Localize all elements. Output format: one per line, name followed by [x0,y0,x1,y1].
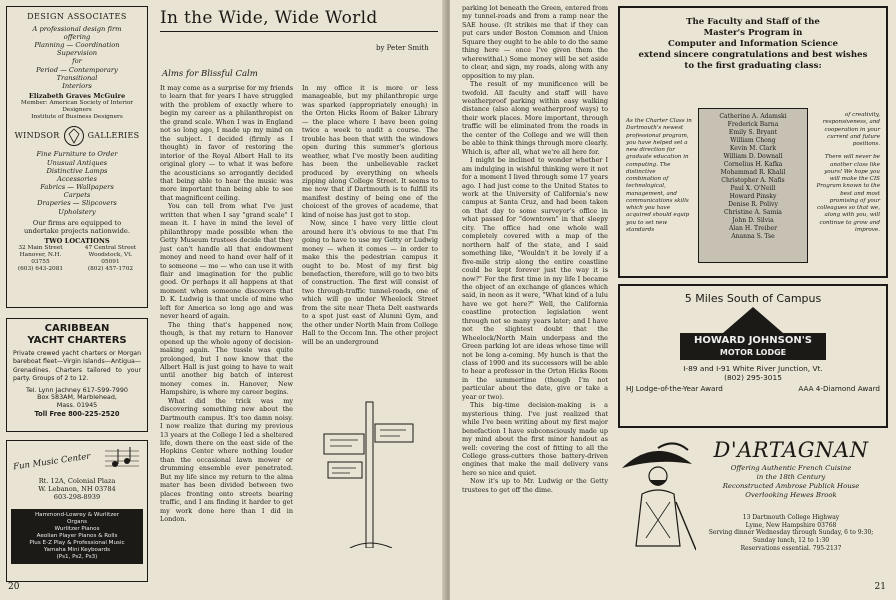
ad-line: 47 Central Street [84,245,137,252]
ad-line: 13 Dartmouth College Highway [742,513,840,521]
ad-line: 603-298-8939 [53,493,101,502]
ad-line: Hammond-Lowrey & Wurlitzer [34,512,120,518]
byline: by Peter Smith [376,44,429,52]
ad-line: Offering Authentic French Cuisine [730,464,852,472]
ad-line: Designers [62,107,92,114]
paragraph: You can tell from what I've just written that when I say "grand scale" I mean it. I have in mind the level of philanthropy made possible when the Getty Museum trustees decide that they just can't handle all that endowment money and need to hand over half of it to someone — me — who can use it with flair and imagination for the public good. Or perhaps it all happens at that moment when someone discovers that D. K. Ludwig is that uncle of mine who left for America so long ago and was never heard of again. [160,202,293,321]
ad-line: Yamaha Mini Keyboards [43,546,111,553]
ad-line: 03755 [31,259,50,266]
ad-note: There will never be another class like yours! We hope you will make the CIS Program known to the best and most promising of your colleagues so that we, along with you, will continue to grow and improve. [816,154,880,233]
ad-contact: Tel. Lynn Jachney 617-599-7990 [26,385,128,394]
paragraph: I might be inclined to wonder whether I am indulging in wishful thinking were it not for a moment I lived through some 17 years ago. I had just come to the United States to work at the University of California's new campus at Santa Cruz, and had been taken on that day to some surveyor's office in what passed for "downtown" in that sleepy city. The office had one whole wall completely covered with a map of the northern half of the state, and I said something like, "Wouldn't it be lovely if a five-mile strip along the entire coastline could be kept forever just the way it is now?" For the first time in my life I became the object of an exchange of glances which said, in neon as it were, "What kind of a lulu have we got here?" Well, the California coastline protection legislation went through not so many years later; and I have not the slightest doubt that the Wheelock/North Main underpass and the Green parking lot are ideas whose time will not be long a-coming. My hunch is that the class of 1990 and its successors will be able to hear a professor in the Orton Hicks Room in the summertime (though I'm not particular about the date, give or take a year or two). [462,156,608,401]
paragraph: Now, since I have very little clout around here it's obvious to me that I'm going to have to use my Getty or Ludwig money — when it comes — in order to make this the pedestrian campus it ought to be. Most of my first big benefaction, therefore, will go to two bits of construction. The first will consist of two through-traffic tunnel-roads, one of which will go under Wheelock Street from the site near Theta Delt eastwards to a spot just east of Alumni Gym, and the other under North Main from College Hall to the Occom Inn. The other project will be an underground [302,219,438,346]
ad-line: Organs [66,518,88,525]
music-note-icon [105,447,139,471]
ad-line: Box 583AM, Marblehead, [37,393,117,402]
ad-heading: extend sincere congratulations and best wishes [638,50,868,60]
ad-line: Reservations essential. 795-2137 [740,545,842,553]
ad-line: (802) 295-3015 [724,373,782,383]
restaurant-name: D'ARTAGNAN [713,438,869,462]
graduate-name: Mohammad R. Khalil [720,168,786,176]
graduate-name: William Chong [730,136,776,144]
paragraph: The result of my munificence will be twofold. All faculty and staff will have weatherproof parking within easy walking distance (also along weatherproof ways) to their work places. More important, through traffic will be eliminated from the roads in the center of the College and we will then be able to think things through more clearly. Which is, after all, what we're all here for. [462,80,608,156]
ad-line: Woodstock, Vt. [88,252,133,259]
ad-title: DESIGN ASSOCIATES [27,12,127,21]
ad-line: Fine Furniture to Order [36,150,118,159]
graduate-name: Howard Pinsky [729,192,777,200]
graduate-name: Ananna S. Tse [731,232,775,240]
graduate-name: Emily S. Bryant [728,128,778,136]
award-text: AAA 4-Diamond Award [798,384,880,394]
ad-phone: Toll Free 800-225-2520 [34,410,120,419]
paragraph: Now it's up to Mr. Ludwig or the Getty trustees to get off the dime. [462,477,608,494]
ad-line: 32 Main Street [18,245,63,252]
ad-line: Mass. 01945 [56,401,98,410]
ad-line: Institute of Business Designers [31,114,123,121]
graduate-name: Kevin M. Clark [729,144,777,152]
faculty-congratulations-ad [618,6,888,278]
ad-note: of creativity, responsiveness, and cooperation in your current and future positions. [822,112,880,148]
fun-music-ad [6,440,148,582]
ad-line: W. Lebanon, NH 03784 [38,485,116,494]
signpost-illustration [320,398,420,548]
locations-heading: TWO LOCATIONS [44,237,110,246]
ad-title: Fun Music Center [12,451,92,473]
windsor-text: WINDSOR [14,131,60,141]
ad-title: YACHT CHARTERS [27,335,127,347]
ad-line: Distinctive Lamps [46,166,108,175]
ad-line: offering [63,32,91,41]
left-page [0,0,446,600]
ad-line: Unusual Antiques [46,158,108,167]
graduate-name: Paul X. O'Neill [730,184,776,192]
article-column-2 [302,84,438,346]
ad-line: (Ps1, Ps2, Ps3) [56,553,98,560]
graduate-name: John D. Silvia [732,216,774,224]
ad-heading: Master's Program in [703,28,803,38]
ad-line: (802) 457-1702 [87,266,134,273]
galleries-text: GALLERIES [87,131,140,141]
designer-name: Elizabeth Graves McGuire [28,92,126,101]
ad-line: Reconstructed Ambrose Publick House [722,481,860,490]
graduate-name: William D. Downall [723,152,783,160]
paragraph: parking lot beneath the Green, entered from my tunnel-roads and from a ramp near the SAE house. (It strikes me that if they can put cars under Boston Common and Union Square they ought to be able to do the same thing here — once I've given them the wherewithal.) Some money will be set aside to clear, and sign, my roads, along with any opposition to my plan. [462,4,608,80]
page-number-left: 20 [8,582,20,592]
paragraph: In my office it is more or less manageable, but my philanthropic urge was sparked (appropriately enough) in the Orton Hicks Room of Baker Library — the place where I have been going twice a week to audit a course. The trouble has been that with the windows open during this summer's glorious weather, what I've mostly been auditing has been the unbelievable racket produced by everything on wheels zipping along College Street. It seems to me now that if Dartmouth is to fulfill its manifest destiny of being one of the choicest of the groves of academe, that kind of noise has just got to stop. [302,84,438,219]
hotel-name: HOWARD JOHNSON'S [694,335,812,347]
ad-line: Hanover, N.H. [19,252,62,259]
ad-line: Serving dinner Wednesday through Sunday, 6 to 9:30; [708,529,874,537]
design-associates-ad [6,6,148,308]
ad-line: in the 18th Century [756,472,826,481]
ad-body: Private crewed yacht charters or Morgan bareboat fleet—Virgin Islands—Antigua—Grenadines. Charters tailored to your party. Groups of 2 to 12. [13,350,141,382]
ad-line: Plus E-Z Play & Professional Music [29,539,125,546]
ad-line: Transitional [56,73,98,82]
ad-title: CARIBBEAN [44,323,110,334]
paragraph: This big-time decision-making is a mysterious thing. I've just realized that while I've been writing about my first major benefaction I have subconsciously made up my mind about the first minor handout as well: covering the cost of fitting to all the College grass-cutters those battery-driven engines that make the mail delivery vans here so nice and quiet. [462,401,608,477]
ad-line: Fabrics — Wallpapers [40,183,114,192]
ad-heading: The Faculty and Staff of the [686,17,820,27]
hotel-name: MOTOR LODGE [719,347,787,357]
paragraph: It may come as a surprise for my friends to learn that for years I have struggled with the problem of exactly where to begin my career as a philanthropist on the grand scale. When I was in England not so long ago, I made up my mind on the subject. I decided (firmly as I thought) in favor of restoring the interior of the Royal Albert Hall to its original glory — to what it was before the acousticians so arrogantly decided that being able to hear the music was more important than being able to see that magnificent ceiling. [160,84,293,202]
ad-note: As the Charter Class in Dartmouth's newest professional program, you have helped set a new direction for graduate education in computing. The distinctive combination of technological, management, and communications skills which you have acquired should equip you to set new standards [626,118,692,233]
right-page [450,0,896,600]
ad-line: Rt. 12A, Colonial Plaza [38,477,116,485]
ad-line: Wurlitzer Pianos [54,525,100,532]
ad-line: Sunday lunch, 12 to 1:30 [752,537,830,545]
title-rule [160,31,438,32]
page-number-right: 21 [874,582,886,592]
roof-logo-icon [723,307,783,333]
graduate-name: Christopher A. Nafis [721,176,785,184]
dartagnan-ad [618,432,884,582]
ad-heading: Computer and Information Science [668,39,838,49]
article-title: In the Wide, Wide World [160,8,378,28]
windsor-crest-icon [63,125,85,147]
graduate-name: Catherine A. Adamski [719,113,787,120]
ad-line: Our firms are equipped to undertake projects nationwide. [23,218,131,235]
ad-line: Accessories [57,174,97,183]
article-subhead: Alms for Blissful Calm [162,69,258,79]
graduate-name: Frederick Barna [727,120,779,128]
ad-line: A professional design firm [32,24,122,33]
ad-line: Carpets [63,191,91,200]
ad-line: Aeolian Player Pianos & Rolls [36,532,118,539]
graduate-name: Denise R. Polivy [728,200,778,208]
ad-line: Upholstery [58,207,96,216]
article-column-1 [160,84,293,524]
ad-line: for [72,57,82,66]
ad-line: Lyme, New Hampshire 03768 [745,521,837,529]
ad-line: Member: American Society of Interior [20,100,134,107]
ad-line: Draperies — Slipcovers [37,199,117,208]
article-column-3 [462,4,608,494]
caribbean-yacht-ad [6,318,148,432]
graduate-name: Cornelius H. Kafka [723,160,783,168]
paragraph: The thing that's happened now, though, is that my return to Hanover opened up the whole agony of decision-making again. The tussle was quite prolonged, but I now know that the Albert Hall is just going to have to wait until another big batch of interest money comes in. Hanover, New Hampshire, is where my career begins. [160,320,293,397]
graduate-name: Christine A. Samia [724,208,782,216]
graduate-name: Alan H. Treiber [729,224,777,232]
ad-line: 05091 [101,259,120,266]
ad-heading: 5 Miles South of Campus [684,292,822,305]
ad-line: Overlooking Hewes Brook [745,490,837,499]
howard-johnsons-ad [618,284,888,428]
award-text: HJ Lodge-of-the-Year Award [626,384,723,394]
ad-line: Period — Contemporary [36,65,118,74]
ad-line: I-89 and I-91 White River Junction, Vt. [683,364,823,374]
ad-line: (603) 643-2081 [17,266,64,273]
paragraph: What did the trick was my discovering something new about the Dartmouth campus. It's too damn noisy. I now realize that during my previous 13 years at the College I led a sheltered life, down there on the east side of the Hopkins Center where nothing louder than the occasional lawn mower or drumming ensemble ever penetrated. But my life since my return to the alma mater has been divided between two places fronting onto streets bearing traffic, and I am finding it harder to get my work done here than I did in London. [160,396,293,524]
ad-line: Planning — Coordination [34,41,120,50]
ad-heading: to the first graduating class: [684,61,822,71]
ad-line: Interiors [62,81,92,90]
ad-line: Supervision [56,49,98,58]
musketeer-illustration [618,442,696,552]
